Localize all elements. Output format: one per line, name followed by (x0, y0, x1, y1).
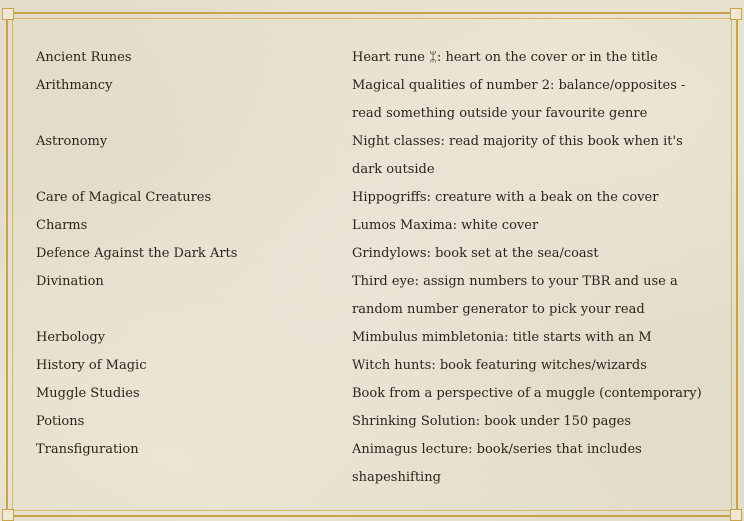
prompt-line: Grindylows: book set at the sea/coast (352, 246, 599, 261)
prompt-text (352, 324, 716, 352)
subject-label: Potions (36, 414, 85, 429)
list-item (36, 72, 716, 128)
prompt-line: Mimbulus mimbletonia: title starts with an M (352, 330, 652, 345)
subject-label: Transfiguration (36, 442, 139, 457)
prompt-line: random number generator to pick your read (352, 302, 645, 317)
list-item (36, 352, 716, 380)
subject-label: Charms (36, 218, 88, 233)
subject-label: Care of Magical Creatures (36, 190, 212, 205)
frame-corner-ornament (2, 509, 14, 521)
frame-corner-ornament (730, 509, 742, 521)
subject-label: Muggle Studies (36, 386, 140, 401)
prompt-line: Night classes: read majority of this book when it's (352, 134, 683, 149)
prompt-text (352, 212, 716, 240)
list-item (36, 324, 716, 352)
list-item (36, 240, 716, 268)
list-item (36, 380, 716, 408)
prompt-line: shapeshifting (352, 470, 441, 485)
prompt-line: Shrinking Solution: book under 150 pages (352, 414, 632, 429)
list-item (36, 268, 716, 324)
subject-label: Astronomy (36, 134, 108, 149)
prompt-line: Lumos Maxima: white cover (352, 218, 539, 233)
prompt-line: Heart rune ᛯ: heart on the cover or in the title (352, 50, 658, 65)
prompt-text (352, 184, 716, 212)
prompt-line: Hippogriffs: creature with a beak on the cover (352, 190, 659, 205)
subject-label: Ancient Runes (36, 50, 132, 65)
subject-label: Arithmancy (36, 78, 113, 93)
prompt-line: Magical qualities of number 2: balance/opposites - (352, 78, 686, 93)
list-item (36, 128, 716, 184)
prompt-line: dark outside (352, 162, 435, 177)
prompt-text (352, 128, 716, 184)
prompt-text (352, 72, 716, 128)
subject-prompt-list (36, 44, 716, 492)
list-item (36, 44, 716, 72)
list-item (36, 184, 716, 212)
list-item (36, 408, 716, 436)
list-item (36, 212, 716, 240)
subject-label: Defence Against the Dark Arts (36, 246, 238, 261)
prompt-text (352, 268, 716, 324)
list-item (36, 436, 716, 492)
prompt-line: Book from a perspective of a muggle (contemporary) (352, 386, 702, 401)
prompt-text (352, 436, 716, 492)
prompt-text (352, 380, 716, 408)
prompt-line: Animagus lecture: book/series that includes (352, 442, 642, 457)
frame-corner-ornament (730, 8, 742, 20)
prompt-text (352, 352, 716, 380)
prompt-line: Third eye: assign numbers to your TBR and use a (352, 274, 678, 289)
prompt-text (352, 240, 716, 268)
subject-label: Divination (36, 274, 104, 289)
prompt-text (352, 408, 716, 436)
frame-corner-ornament (2, 8, 14, 20)
prompt-line: Witch hunts: book featuring witches/wizards (352, 358, 647, 373)
subject-label: History of Magic (36, 358, 147, 373)
prompt-line: read something outside your favourite genre (352, 106, 648, 121)
subject-label: Herbology (36, 330, 106, 345)
prompt-text (352, 44, 716, 72)
